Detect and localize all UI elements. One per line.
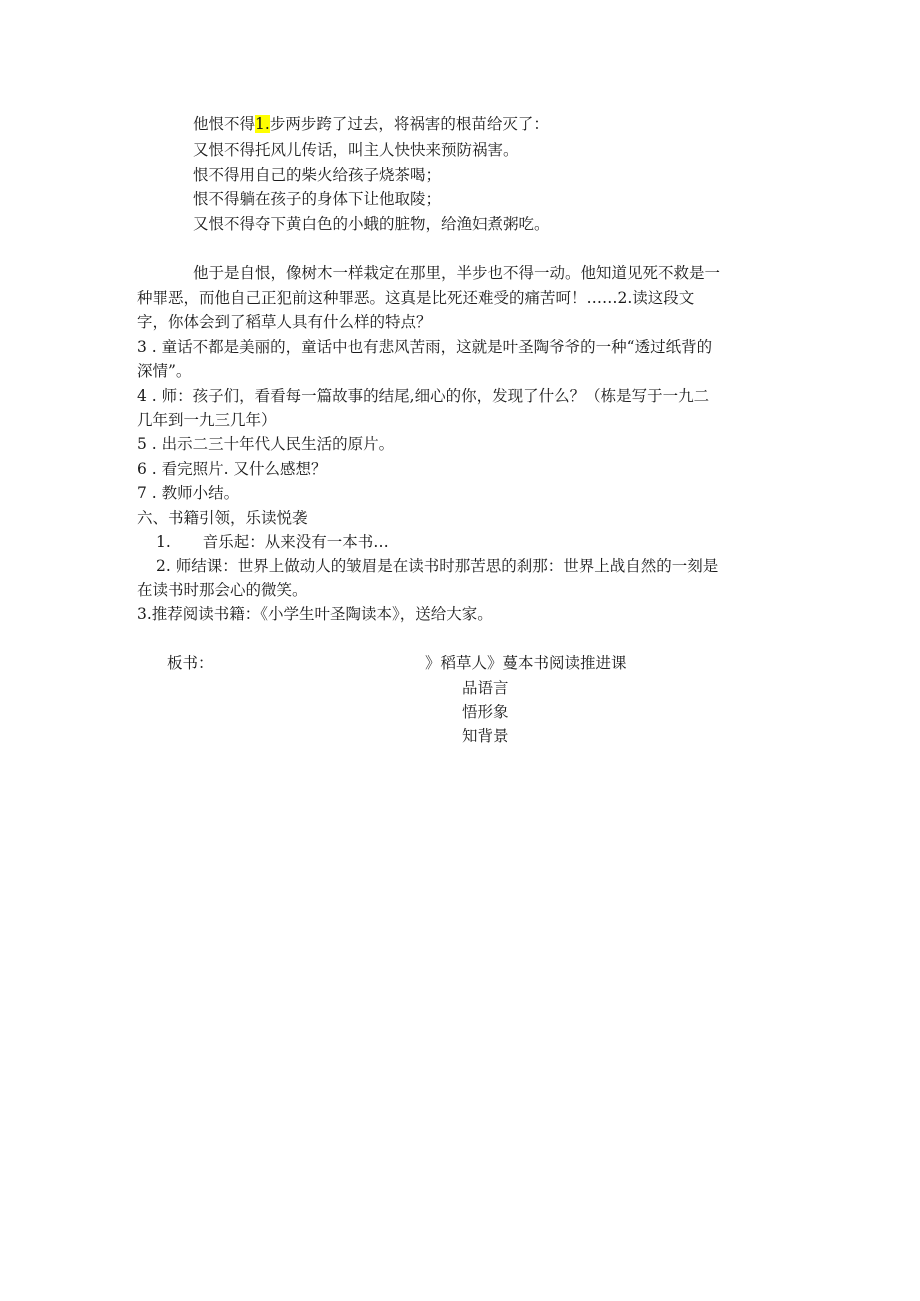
board-point-1: 品语言 [462,679,509,697]
board-label: 板书： [167,654,214,672]
item-4-line-1: 4 . 师：孩子们，看看每一篇故事的结尾,细心的你，发现了什么？（栋是写于一九二 [137,387,710,405]
section-6-item-2-line-1: 2. 师结课：世界上做动人的皱眉是在读书时那苦思的刹那：世界上战自然的一刻是 [156,557,719,575]
poem-line-1 [193,114,549,134]
paragraph-line-2: 种罪恶，而他自己正犯前这种罪恶。这真是比死还难受的痛苦呵！……2.读这段文 [137,289,695,307]
item-6: 6 . 看完照片. 又什么感想？ [137,460,327,478]
board-point-2: 悟形象 [462,703,509,721]
poem-line-5: 又恨不得夺下黄白色的小蛾的脏物，给渔妇煮粥吃。 [193,215,550,233]
section-6-item-2-line-2: 在读书时那会心的微笑。 [137,581,308,599]
item-5: 5 . 出示二三十年代人民生活的原片。 [137,435,395,453]
poem-line-2: 又恨不得托风儿传话，叫主人快快来预防祸害。 [193,141,519,159]
board-title: 》稻草人》蔓本书阅读推进课 [425,654,627,672]
section-6-heading: 六、书籍引领，乐读悦袭 [137,509,308,527]
section-6-item-1-text: 音乐起：从来没有一本书… [202,533,389,551]
item-3-line-2: 深情”。 [137,362,192,380]
poem-line-1-pre: 他恨不得 [193,115,256,133]
section-6-item-3: 3.推荐阅读书籍：《小学生叶圣陶读本》，送给大家。 [137,605,493,623]
section-6-item-1-number: 1. [156,533,171,551]
paragraph-line-3: 字，你体会到了稻草人具有什么样的特点？ [137,313,432,331]
section-6-item-1 [156,532,389,552]
poem-line-1-post: 步两步跨了过去，将祸害的根苗给灭了： [269,115,549,133]
poem-line-4: 恨不得躺在孩子的身体下让他取陵； [193,190,442,208]
item-7: 7 . 教师小结。 [137,484,240,502]
highlight-mark: 1. [255,115,270,133]
poem-line-3: 恨不得用自己的柴火给孩子烧茶喝； [193,166,442,184]
item-3-line-1: 3 . 童话不都是美丽的，童话中也有悲风苦雨，这就是叶圣陶爷爷的一种“透过纸背的 [137,338,713,356]
board-point-3: 知背景 [462,727,509,745]
paragraph-line-1: 他于是自恨，像树木一样栽定在那里，半步也不得一动。他知道见死不救是一 [193,264,721,282]
item-4-line-2: 几年到一九三几年） [137,411,277,429]
